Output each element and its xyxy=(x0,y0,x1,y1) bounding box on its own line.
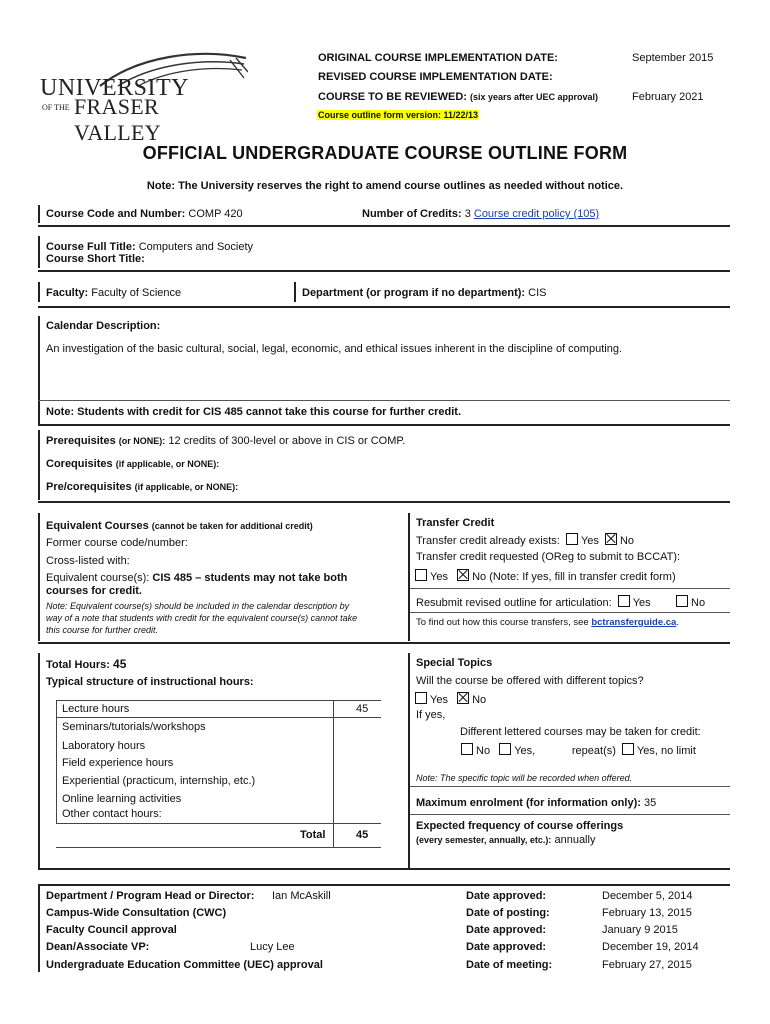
hours-row-online: Online learning activities xyxy=(62,793,182,805)
lettered-yes: Yes, xyxy=(514,745,536,757)
bctransfer-link[interactable]: bctransferguide.ca xyxy=(591,617,677,628)
special-lettered: Different lettered courses may be taken for credit: xyxy=(460,726,701,738)
transfer-exists xyxy=(416,533,634,547)
total-hours-label: Total Hours: xyxy=(46,659,110,671)
precorequisites xyxy=(46,481,238,493)
frequency-value: annually xyxy=(554,834,596,846)
review-value: February 2021 xyxy=(632,91,704,103)
department xyxy=(302,287,546,299)
amend-note: Note: The University reserves the right to amend course outlines as needed without notice. xyxy=(146,180,624,192)
frequency-label: Expected frequency of course offerings xyxy=(416,820,624,832)
resubmit xyxy=(416,595,651,609)
find-out-text: To find out how this course transfers, see xyxy=(416,617,589,628)
approval-dept-head-person: Ian McAskill xyxy=(272,890,331,902)
course-code-value: COMP 420 xyxy=(188,208,243,220)
lettered-yes-checkbox[interactable] xyxy=(499,743,511,755)
transfer-exists-yes-checkbox[interactable] xyxy=(566,533,578,545)
transfer-requested-options xyxy=(412,569,676,583)
approval-faculty-council-date-label: Date approved: xyxy=(466,924,547,936)
resubmit-yes: Yes xyxy=(632,597,651,609)
transfer-exists-no: No xyxy=(619,535,635,547)
typical-structure: Typical structure of instructional hours: xyxy=(46,676,254,688)
transfer-req-yes: Yes xyxy=(430,571,448,583)
equivalent-heading xyxy=(46,520,313,532)
max-enrolment-value: 35 xyxy=(643,797,657,809)
transfer-label: Transfer Credit xyxy=(416,517,495,529)
form-version: Course outline form version: 11/22/13 xyxy=(318,110,479,120)
faculty-label: Faculty: xyxy=(46,287,89,299)
transfer-req-no-note: No (Note: If yes, fill in transfer credit form) xyxy=(472,571,676,583)
prereq-paren: (or NONE): xyxy=(118,436,166,446)
special-options xyxy=(412,692,486,706)
approval-uec-date-label: Date of meeting: xyxy=(466,959,553,971)
resubmit-no: No xyxy=(691,597,706,609)
prerequisites xyxy=(46,435,405,447)
hours-row-experiential: Experiential (practicum, internship, etc.) xyxy=(62,775,256,787)
full-title-label: Course Full Title: xyxy=(46,241,136,253)
approval-uec-label: Undergraduate Education Committee (UEC) approval xyxy=(46,959,323,971)
credits xyxy=(362,208,599,220)
precoreq-paren: (if applicable, or NONE): xyxy=(134,482,239,492)
eq-value-1: CIS 485 – students may not take both xyxy=(152,572,348,584)
equivalent-paren: (cannot be taken for additional credit) xyxy=(151,521,313,531)
logo-line-1: UNIVERSITY xyxy=(40,75,189,101)
hours-row-lab: Laboratory hours xyxy=(62,740,146,752)
lettered-no-checkbox[interactable] xyxy=(461,743,473,755)
approval-dept-head-label: Department / Program Head or Director: xyxy=(46,890,255,902)
credits-label: Number of Credits: xyxy=(362,208,462,220)
approval-dept-head-date-label: Date approved: xyxy=(466,890,547,902)
resubmit-yes-checkbox[interactable] xyxy=(618,595,630,607)
department-value: CIS xyxy=(528,287,547,299)
transfer-req-no-checkbox[interactable] xyxy=(457,569,469,581)
hours-row-other: Other contact hours: xyxy=(62,808,162,820)
eq-note-3: this course for further credit. xyxy=(46,625,159,635)
eq-label: Equivalent course(s): xyxy=(46,572,150,584)
credit-policy-link[interactable]: Course credit policy (105) xyxy=(473,208,600,220)
transfer-req-yes-checkbox[interactable] xyxy=(415,569,427,581)
frequency-paren: (every semester, annually, etc.): xyxy=(416,835,552,845)
course-code xyxy=(46,208,243,220)
corequisites xyxy=(46,458,219,470)
review-label-note: (six years after UEC approval) xyxy=(470,92,599,102)
equivalent-label: Equivalent Courses xyxy=(46,520,149,532)
short-title-label: Course Short Title: xyxy=(46,253,145,265)
calendar-label: Calendar Description: xyxy=(46,320,161,332)
university-logo xyxy=(38,50,248,145)
special-lettered-options xyxy=(458,743,696,757)
special-no-checkbox[interactable] xyxy=(457,692,469,704)
resubmit-no-option xyxy=(673,595,705,609)
revised-impl-label: REVISED COURSE IMPLEMENTATION DATE: xyxy=(318,71,553,83)
former-code: Former course code/number: xyxy=(46,537,188,549)
orig-impl-label: ORIGINAL COURSE IMPLEMENTATION DATE: xyxy=(318,52,558,64)
coreq-paren: (if applicable, or NONE): xyxy=(115,459,220,469)
lettered-repeat: repeat(s) xyxy=(571,745,616,757)
hours-row-lecture-value: 45 xyxy=(356,703,369,715)
review-label-main: COURSE TO BE REVIEWED: xyxy=(318,91,467,103)
transfer-requested: Transfer credit requested (OReg to submit to BCCAT): xyxy=(416,551,681,563)
precoreq-label: Pre/corequisites xyxy=(46,481,132,493)
eq-value-2: courses for credit. xyxy=(46,585,142,597)
transfer-exists-yes: Yes xyxy=(580,535,599,547)
special-yes: Yes xyxy=(430,694,448,706)
approval-cwc-date-label: Date of posting: xyxy=(466,907,550,919)
credits-value: 3 xyxy=(464,208,471,220)
total-hours-value: 45 xyxy=(113,657,127,671)
approval-uec-date: February 27, 2015 xyxy=(602,959,692,971)
logo-line-2: FRASER VALLEY xyxy=(74,94,161,145)
logo-of-the: OF THE xyxy=(42,103,70,112)
lettered-no-limit: Yes, no limit xyxy=(636,745,696,757)
eq-note-1: Note: Equivalent course(s) should be included in the calendar description by xyxy=(46,601,350,611)
page-title: OFFICIAL UNDERGRADUATE COURSE OUTLINE FORM xyxy=(142,143,628,163)
resubmit-label: Resubmit revised outline for articulation: xyxy=(416,597,612,609)
special-topics-label: Special Topics xyxy=(416,657,493,669)
hours-total-value: 45 xyxy=(356,829,369,841)
approval-cwc-date: February 13, 2015 xyxy=(602,907,692,919)
transfer-exists-no-checkbox[interactable] xyxy=(605,533,617,545)
department-label: Department (or program if no department): xyxy=(302,287,526,299)
hours-row-seminars: Seminars/tutorials/workshops xyxy=(62,721,206,733)
hours-row-field: Field experience hours xyxy=(62,757,174,769)
review-label xyxy=(318,91,598,103)
special-note: Note: The specific topic will be recorded when offered. xyxy=(416,773,633,783)
transfer-find-out xyxy=(416,617,679,628)
faculty-value: Faculty of Science xyxy=(91,287,182,299)
transfer-exists-label: Transfer credit already exists: xyxy=(416,535,560,547)
approval-dean-date-label: Date approved: xyxy=(466,941,547,953)
course-code-label: Course Code and Number: xyxy=(46,208,186,220)
prereq-value: 12 credits of 300-level or above in CIS or COMP. xyxy=(168,435,406,447)
hours-total-label: Total xyxy=(300,829,326,841)
approval-dean-label: Dean/Associate VP: xyxy=(46,941,150,953)
equivalent-courses xyxy=(46,572,347,584)
approval-faculty-council-label: Faculty Council approval xyxy=(46,924,177,936)
approval-cwc-label: Campus-Wide Consultation (CWC) xyxy=(46,907,227,919)
special-question: Will the course be offered with different topics? xyxy=(416,675,644,687)
approval-faculty-council-date: January 9 2015 xyxy=(602,924,678,936)
faculty xyxy=(46,287,181,299)
frequency xyxy=(416,834,595,846)
lettered-no-limit-checkbox[interactable] xyxy=(622,743,634,755)
max-enrolment-label: Maximum enrolment (for information only): xyxy=(416,797,641,809)
resubmit-no-checkbox[interactable] xyxy=(676,595,688,607)
calendar-note: Note: Students with credit for CIS 485 cannot take this course for further credit. xyxy=(46,406,462,418)
eq-note-2: way of a note that students with credit for the equivalent course(s) cannot take xyxy=(46,613,358,623)
coreq-label: Corequisites xyxy=(46,458,113,470)
calendar-text: An investigation of the basic cultural, social, legal, economic, and ethical issues inherent in the discipline of computing. xyxy=(46,343,622,355)
lettered-no: No xyxy=(476,745,491,757)
prereq-label: Prerequisites xyxy=(46,435,116,447)
max-enrolment xyxy=(416,797,656,809)
special-yes-checkbox[interactable] xyxy=(415,692,427,704)
hours-row-lecture: Lecture hours xyxy=(62,703,130,715)
full-title-value: Computers and Society xyxy=(138,241,254,253)
orig-impl-value: September 2015 xyxy=(632,52,714,64)
approval-dept-head-date: December 5, 2014 xyxy=(602,890,693,902)
full-title xyxy=(46,241,253,253)
approval-dean-date: December 19, 2014 xyxy=(602,941,699,953)
approval-dean-person: Lucy Lee xyxy=(250,941,295,953)
special-if-yes: If yes, xyxy=(416,709,446,721)
find-out-period: . xyxy=(676,617,679,628)
total-hours xyxy=(46,657,126,671)
cross-listed: Cross-listed with: xyxy=(46,555,130,567)
special-no: No xyxy=(472,694,487,706)
